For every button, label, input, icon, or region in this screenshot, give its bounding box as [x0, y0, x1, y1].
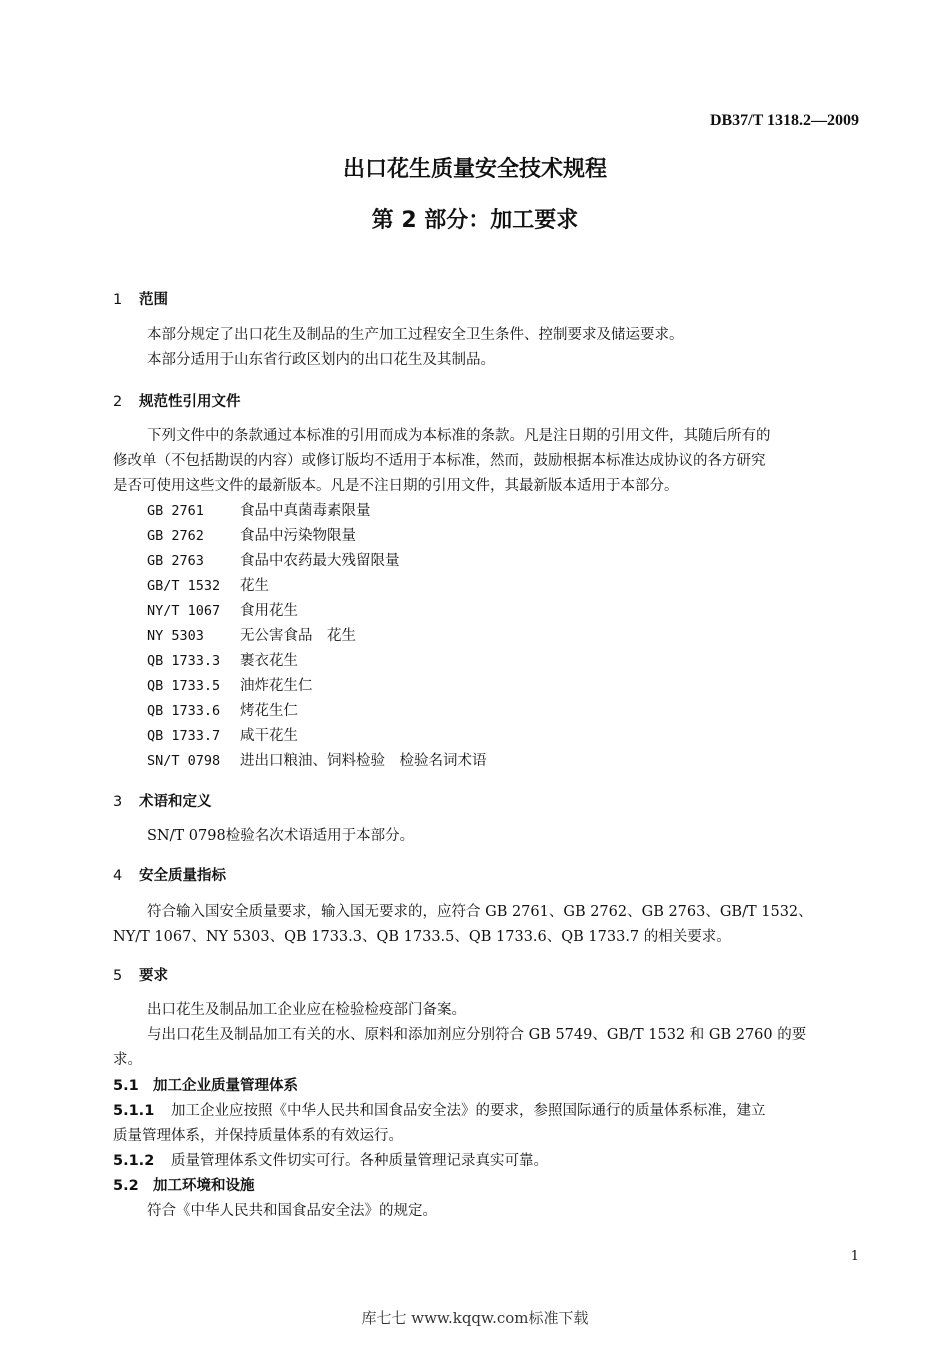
- reference-code: QB 1733.6: [147, 703, 221, 719]
- reference-code: NY/T 1067: [147, 603, 221, 619]
- section-1-heading: [113, 288, 168, 309]
- reference-code: QB 1733.3: [147, 653, 221, 669]
- section-2-heading: [113, 390, 241, 411]
- clause-5-1-1-line-1: 加工企业应按照《中华人民共和国食品安全法》的要求，参照国际通行的质量体系标准，建立: [171, 1103, 766, 1119]
- subsection-5-2-number: 5.2: [113, 1178, 139, 1194]
- reference-title: 食品中农药最大残留限量: [240, 553, 400, 569]
- page-number: 1: [850, 1249, 859, 1264]
- reference-code: SN/T 0798: [147, 753, 221, 769]
- section-4-line-2: NY/T 1067、NY 5303、QB 1733.3、QB 1733.5、QB 1733.6、QB 1733.7 的相关要求。: [113, 929, 731, 945]
- section-5-para-2-line-2: 求。: [113, 1052, 142, 1068]
- footer-watermark: 库七七 www.kqqw.com标准下载: [361, 1309, 589, 1327]
- reference-item: [147, 699, 298, 724]
- reference-title: 进出口粮油、饲料检验 检验名词术语: [240, 753, 487, 769]
- reference-title: 烤花生仁: [240, 703, 298, 719]
- section-2-intro-line-3: 是否可使用这些文件的最新版本。凡是不注日期的引用文件，其最新版本适用于本部分。: [113, 478, 679, 494]
- reference-title: 食品中真菌毒素限量: [240, 503, 371, 519]
- reference-item: [147, 499, 371, 524]
- section-2-number: 2: [113, 394, 123, 410]
- reference-title: 裹衣花生: [240, 653, 298, 669]
- reference-item: [147, 549, 400, 574]
- subsection-5-2-para: 符合《中华人民共和国食品安全法》的规定。: [147, 1203, 437, 1219]
- section-4-title: 安全质量指标: [139, 868, 226, 884]
- clause-5-1-1: [113, 1099, 766, 1124]
- section-1-number: 1: [113, 292, 123, 308]
- section-4-heading: [113, 864, 226, 885]
- reference-title: 无公害食品 花生: [240, 628, 356, 644]
- reference-title: 花生: [240, 578, 269, 594]
- section-3-para: SN/T 0798检验名次术语适用于本部分。: [147, 828, 415, 844]
- reference-title: 食用花生: [240, 603, 298, 619]
- reference-item: [147, 649, 298, 674]
- reference-item: [147, 524, 356, 549]
- section-3-title: 术语和定义: [139, 794, 212, 810]
- subsection-5-1-title: 加工企业质量管理体系: [153, 1078, 298, 1094]
- clause-5-1-2-text: 质量管理体系文件切实可行。各种质量管理记录真实可靠。: [171, 1153, 548, 1169]
- subsection-5-1-number: 5.1: [113, 1078, 139, 1094]
- document-title: 出口花生质量安全技术规程: [342, 157, 607, 182]
- section-2-title: 规范性引用文件: [139, 394, 241, 410]
- section-5-para-2-line-1: 与出口花生及制品加工有关的水、原料和添加剂应分别符合 GB 5749、GB/T 1532 和 GB 2760 的要: [147, 1027, 807, 1043]
- section-3-heading: [113, 790, 212, 811]
- reference-code: GB 2763: [147, 553, 204, 569]
- subsection-5-2-heading: [113, 1174, 255, 1195]
- reference-item: [147, 674, 313, 699]
- section-1-title: 范围: [139, 292, 168, 308]
- section-5-para-1: 出口花生及制品加工企业应在检验检疫部门备案。: [147, 1002, 466, 1018]
- reference-code: QB 1733.5: [147, 678, 221, 694]
- section-5-number: 5: [113, 968, 123, 984]
- clause-5-1-1-line-2: 质量管理体系，并保持质量体系的有效运行。: [113, 1128, 403, 1144]
- section-1-para-1: 本部分规定了出口花生及制品的生产加工过程安全卫生条件、控制要求及储运要求。: [147, 327, 684, 343]
- section-4-number: 4: [113, 868, 123, 884]
- document-subtitle: 第 2 部分：加工要求: [371, 208, 579, 233]
- section-5-heading: [113, 964, 168, 985]
- reference-item: [147, 574, 269, 599]
- section-2-intro-line-1: 下列文件中的条款通过本标准的引用而成为本标准的条款。凡是注日期的引用文件，其随后所有的: [147, 428, 771, 444]
- section-4-line-1: 符合输入国安全质量要求，输入国无要求的，应符合 GB 2761、GB 2762、GB 2763、GB/T 1532、: [147, 904, 813, 920]
- reference-title: 油炸花生仁: [240, 678, 313, 694]
- section-5-title: 要求: [139, 968, 168, 984]
- reference-item: [147, 624, 356, 649]
- document-code: DB37/T 1318.2—2009: [709, 112, 859, 129]
- clause-5-1-2: [113, 1149, 548, 1174]
- reference-code: GB/T 1532: [147, 578, 221, 594]
- reference-item: [147, 599, 298, 624]
- reference-title: 咸干花生: [240, 728, 298, 744]
- reference-code: GB 2762: [147, 528, 204, 544]
- reference-code: NY 5303: [147, 628, 204, 644]
- subsection-5-1-heading: [113, 1074, 298, 1095]
- clause-5-1-2-number: 5.1.2: [113, 1153, 155, 1169]
- section-3-number: 3: [113, 794, 123, 810]
- section-2-intro-line-2: 修改单（不包括勘误的内容）或修订版均不适用于本标准，然而，鼓励根据本标准达成协议的各方研究: [113, 453, 766, 469]
- section-1-para-2: 本部分适用于山东省行政区划内的出口花生及其制品。: [147, 352, 495, 368]
- subsection-5-2-title: 加工环境和设施: [153, 1178, 255, 1194]
- reference-item: [147, 749, 487, 774]
- clause-5-1-1-number: 5.1.1: [113, 1103, 155, 1119]
- reference-code: QB 1733.7: [147, 728, 221, 744]
- reference-title: 食品中污染物限量: [240, 528, 356, 544]
- reference-item: [147, 724, 298, 749]
- reference-code: GB 2761: [147, 503, 204, 519]
